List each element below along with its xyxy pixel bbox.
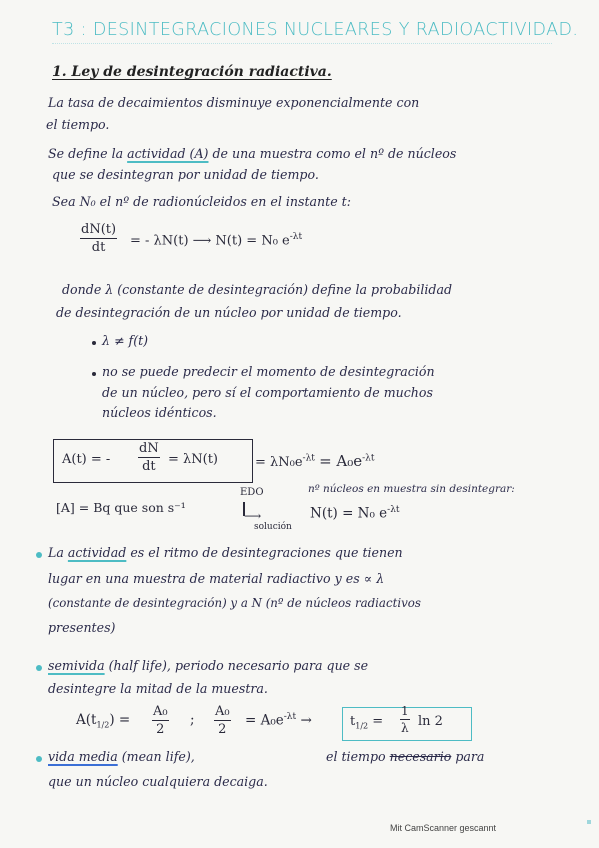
crossed-out-word: necesario — [389, 749, 452, 764]
fraction-denominator: 2 — [218, 722, 227, 737]
text: el tiempo — [326, 749, 386, 764]
units-line: [A] = Bq que son s⁻¹ — [56, 500, 186, 515]
fraction-bar — [152, 720, 169, 721]
bullet-dot — [36, 756, 42, 762]
paragraph-line: La tasa de decaimientos disminuye exponencialmente con — [48, 95, 420, 110]
mean-life-line-end — [326, 749, 484, 764]
arrow-icon: ⟶ — [244, 509, 262, 523]
fraction-denominator: dt — [142, 459, 156, 474]
equation-text: = λN₀e — [255, 455, 303, 470]
bullet-dot — [36, 665, 42, 671]
fraction-dNdt — [80, 222, 117, 255]
bullet-item-cont: de un núcleo, pero sí el comportamiento de muchos — [102, 385, 433, 400]
fraction-denominator: λ — [401, 721, 409, 735]
bullet-item: λ ≠ f(t) — [102, 333, 149, 348]
remaining-equation — [310, 505, 400, 522]
fraction-bar — [400, 719, 410, 720]
fraction-numerator: 1 — [401, 704, 409, 718]
term-actividad: actividad — [67, 545, 127, 560]
solution-label: solución — [254, 522, 292, 532]
scanner-watermark: Mit CamScanner gescannt — [390, 823, 497, 833]
half-life-result-rhs: ln 2 — [418, 714, 443, 729]
equation-text: ) = — [109, 712, 131, 728]
paragraph-line: (constante de desintegración) y a N (nº de núcleos radiactivos — [48, 596, 421, 610]
term-semivida: semivida — [48, 658, 105, 673]
equation-text: t — [350, 714, 356, 729]
paragraph-line: desintegre la mitad de la muestra. — [48, 681, 268, 696]
equation-text: = — [372, 714, 384, 729]
section-heading: 1. Ley de desintegración radiactiva. — [52, 64, 332, 80]
fraction-numerator: dN — [139, 441, 159, 456]
fraction-numerator: A₀ — [215, 704, 230, 719]
bullet-item-cont: núcleos idénticos. — [102, 405, 217, 420]
paragraph-line: el tiempo. — [46, 117, 110, 132]
text: es el ritmo de desintegraciones que tienen — [130, 545, 403, 560]
fraction-dNdt — [138, 441, 160, 474]
paragraph-line: lugar en una muestra de material radiactivo y es ∝ λ — [48, 571, 385, 586]
text: (mean life), — [121, 749, 195, 764]
text: Se define la — [48, 146, 124, 161]
fraction-bar — [138, 457, 160, 458]
text: para — [455, 749, 485, 764]
fraction-denominator: 2 — [156, 722, 165, 737]
separator: ; — [190, 712, 195, 728]
bullet-dot — [92, 372, 96, 376]
eq-mid: = λN(t) — [168, 452, 219, 467]
fraction-A0-2 — [214, 704, 231, 737]
paragraph-line: de desintegración de un núcleo por unidad de tiempo. — [56, 305, 402, 320]
half-life-result-lhs — [350, 714, 383, 731]
exponent: -λt — [302, 453, 315, 464]
definition-line — [48, 146, 456, 161]
equation-text: = A₀e — [319, 452, 363, 470]
activity-definition — [48, 545, 403, 560]
half-life-lhs — [76, 712, 130, 730]
arrow-icon: → — [300, 712, 312, 729]
remaining-label: nº núcleos en muestra sin desintegrar: — [308, 483, 515, 495]
equation-text: A(t — [76, 712, 97, 728]
equation-text: = A₀e — [245, 712, 284, 729]
term-vida-media: vida media — [48, 749, 118, 764]
edo-label: EDO — [240, 487, 264, 498]
equation-text: = - λN(t) ⟶ N(t) = N₀ e — [130, 233, 290, 249]
text: de una muestra como el nº de núcleos — [212, 146, 457, 161]
paragraph-line: que un núcleo cualquiera decaiga. — [48, 774, 268, 789]
text: (half life), periodo necesario para que se — [108, 658, 369, 673]
text: La — [48, 545, 64, 560]
eq-rest — [255, 452, 375, 470]
fraction-bar — [214, 720, 231, 721]
fraction-bar — [80, 238, 117, 239]
subscript: 1/2 — [355, 721, 369, 731]
subscript: 1/2 — [96, 720, 110, 730]
half-life-rhs — [245, 712, 312, 729]
fraction-denominator: dt — [91, 240, 106, 255]
bullet-dot — [36, 552, 42, 558]
half-life-definition — [48, 658, 368, 673]
paragraph-line: Sea N₀ el nº de radionúcleidos en el instante t: — [52, 194, 351, 209]
page-title: T3 : DESINTEGRACIONES NUCLEARES Y RADIOACTIVIDAD. — [52, 20, 579, 40]
equation-text: N(t) = N₀ e — [310, 505, 388, 522]
exponent: -λt — [362, 453, 375, 464]
eq-lhs: A(t) = - — [62, 452, 111, 467]
fraction-A0-2 — [152, 704, 169, 737]
mean-life-definition — [48, 749, 195, 764]
decay-equation — [130, 232, 302, 248]
scan-edge-mark — [587, 820, 591, 824]
bullet-dot — [92, 341, 96, 345]
paragraph-line: presentes) — [48, 620, 116, 635]
fraction-numerator: A₀ — [153, 704, 168, 719]
fraction-numerator: dN(t) — [81, 222, 117, 237]
paragraph-line: donde λ (constante de desintegración) define la probabilidad — [62, 282, 453, 297]
exponent: -λt — [387, 505, 400, 515]
paragraph-line: que se desintegran por unidad de tiempo. — [52, 167, 319, 182]
bullet-item: no se puede predecir el momento de desintegración — [102, 364, 435, 379]
title-divider — [52, 43, 552, 45]
fraction-1-lambda — [400, 704, 410, 735]
exponent: -λt — [283, 712, 297, 722]
term-actividad: actividad (A) — [127, 146, 209, 161]
exponent: -λt — [289, 232, 303, 242]
